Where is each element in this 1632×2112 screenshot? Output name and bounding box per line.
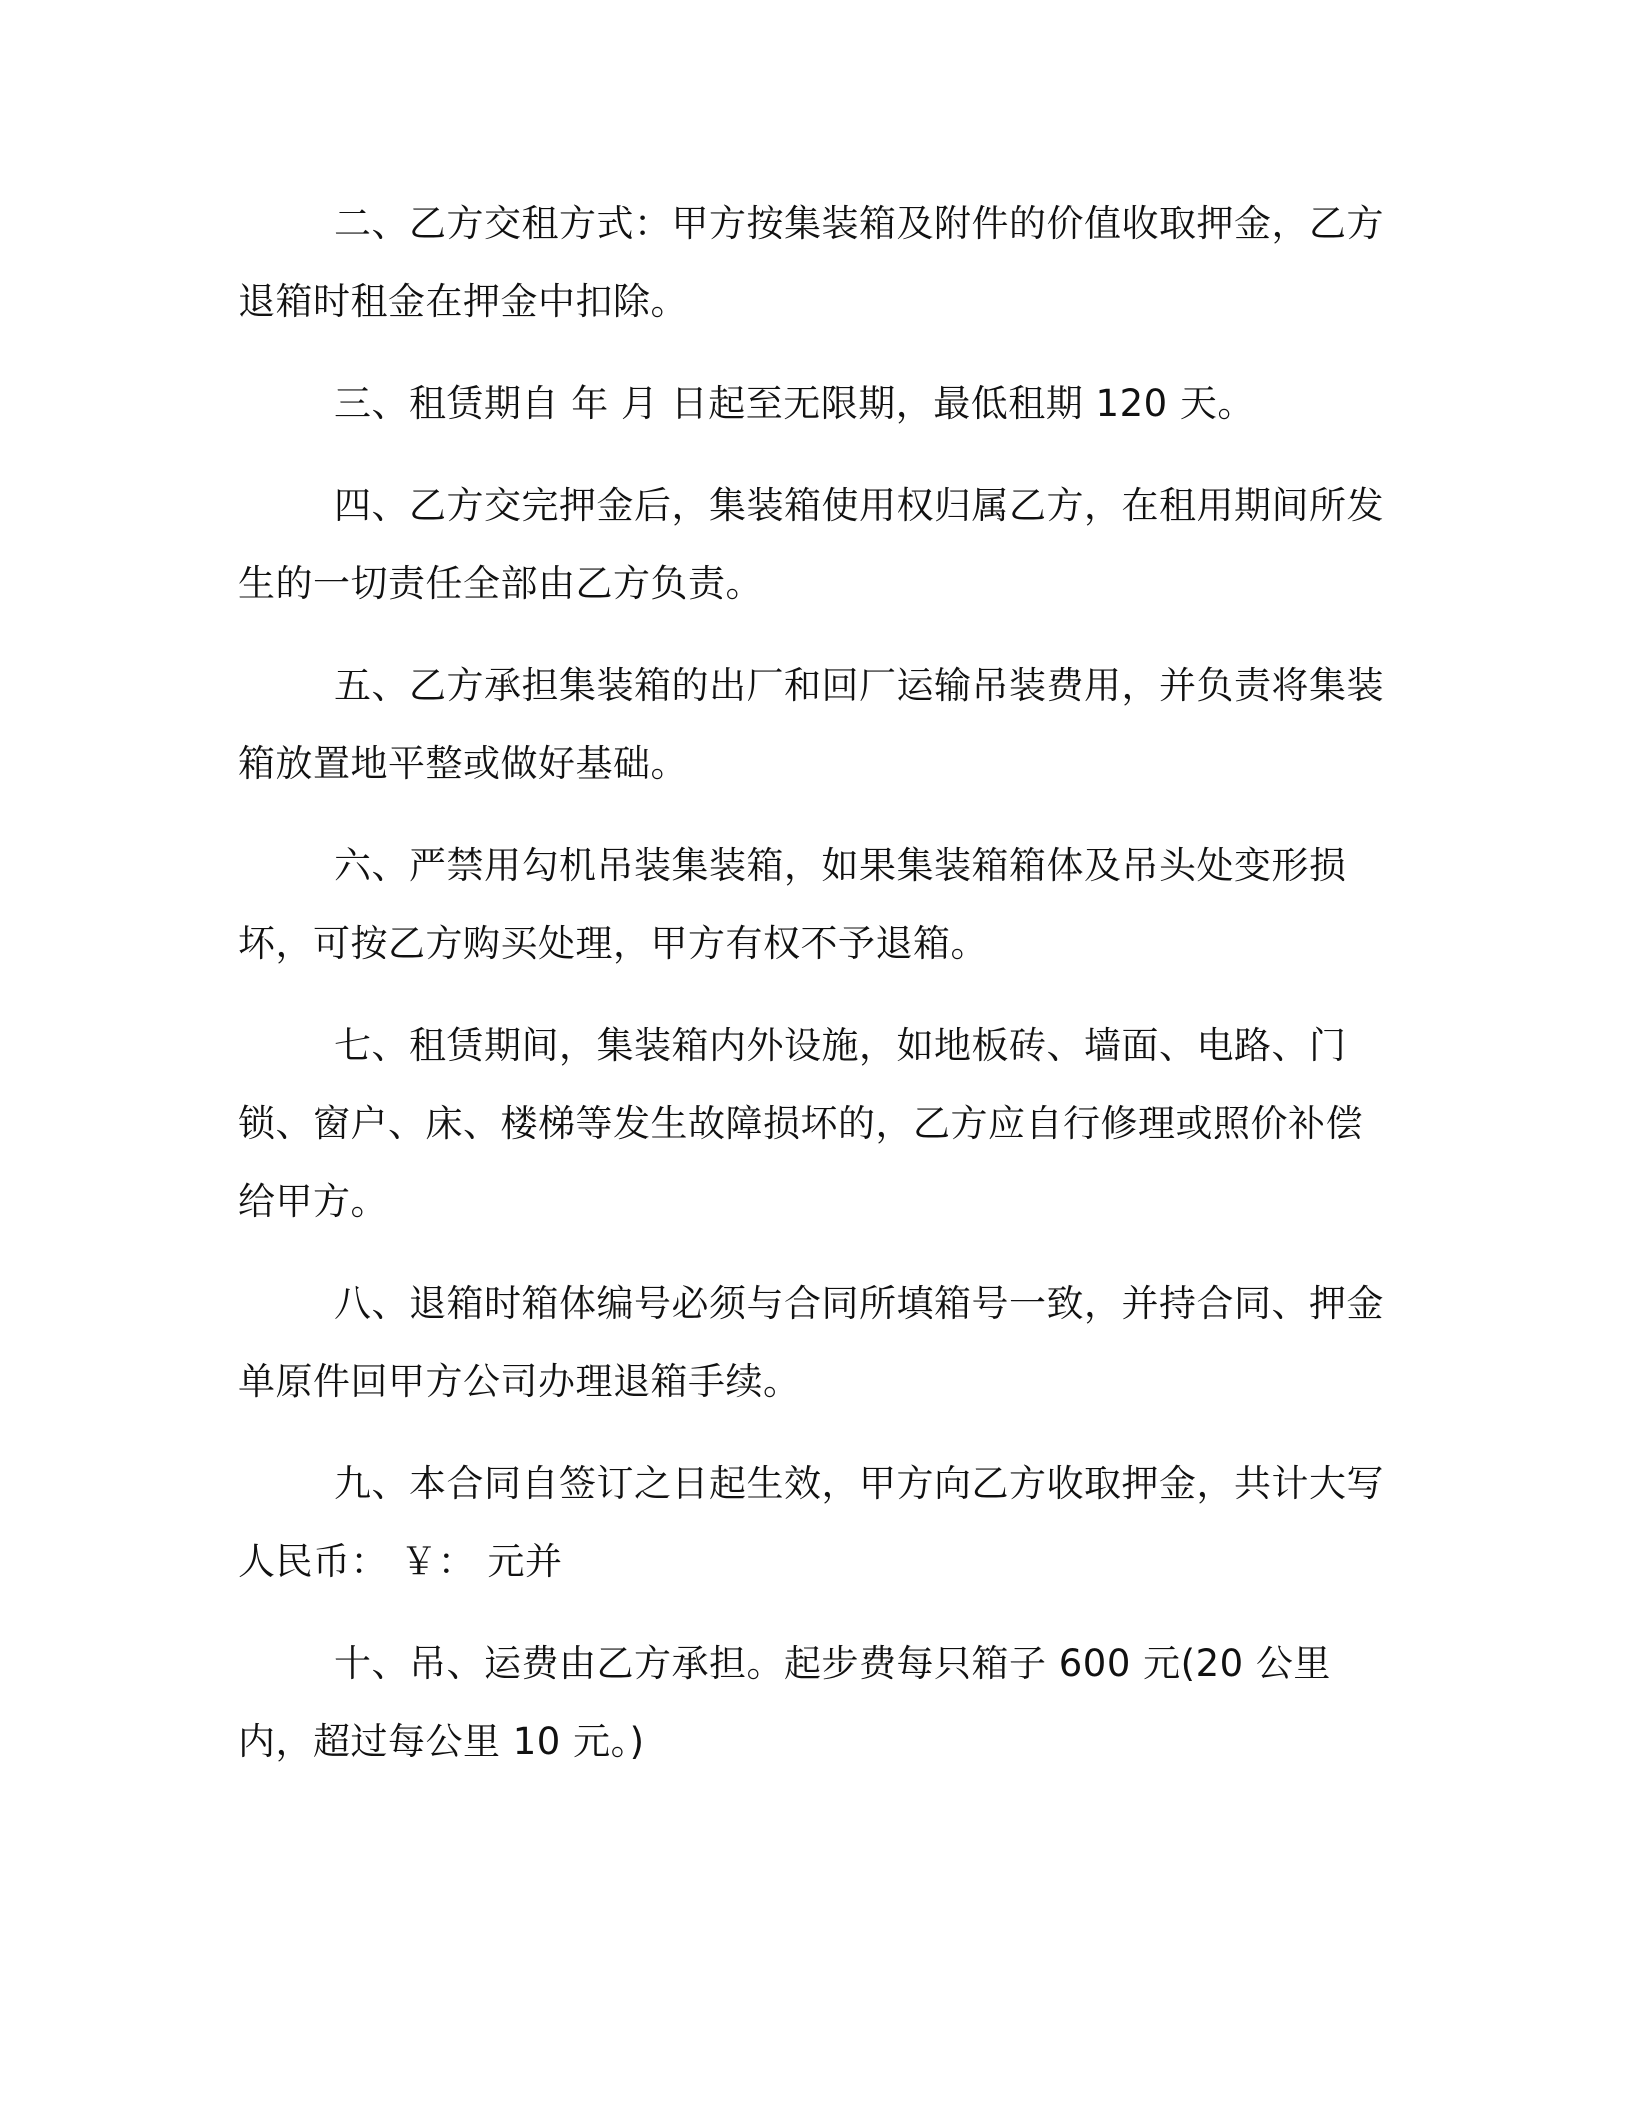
- clause-2-payment-method: 二、乙方交租方式：甲方按集装箱及附件的价值收取押金，乙方退箱时租金在押金中扣除。: [238, 202, 1384, 323]
- clause-6-lifting-rules: 六、严禁用勾机吊装集装箱，如果集装箱箱体及吊头处变形损坏，可按乙方购买处理，甲方有权不予退箱。: [238, 844, 1347, 965]
- contract-body: [238, 185, 1398, 1805]
- clause-8-return-procedure: 八、退箱时箱体编号必须与合同所填箱号一致，并持合同、押金单原件回甲方公司办理退箱手续。: [238, 1282, 1384, 1403]
- clause-7-facility-damage: 七、租赁期间，集装箱内外设施，如地板砖、墙面、电路、门锁、窗户、床、楼梯等发生故障损坏的，乙方应自行修理或照价补偿给甲方。: [238, 1024, 1363, 1223]
- clause-9-deposit: 九、本合同自签订之日起生效，甲方向乙方收取押金，共计大写人民币： ￥： 元并: [238, 1462, 1384, 1583]
- clause-3-lease-term: 三、租赁期自 年 月 日起至无限期，最低租期 120 天。: [334, 382, 1255, 425]
- clause-10-freight-fees: 十、吊、运费由乙方承担。起步费每只箱子 600 元(20 公里内，超过每公里 10 元。): [238, 1642, 1331, 1763]
- clause-4-usage-rights: 四、乙方交完押金后，集装箱使用权归属乙方，在租用期间所发生的一切责任全部由乙方负责。: [238, 484, 1384, 605]
- clause-5-transport-costs: 五、乙方承担集装箱的出厂和回厂运输吊装费用，并负责将集装箱放置地平整或做好基础。: [238, 664, 1384, 785]
